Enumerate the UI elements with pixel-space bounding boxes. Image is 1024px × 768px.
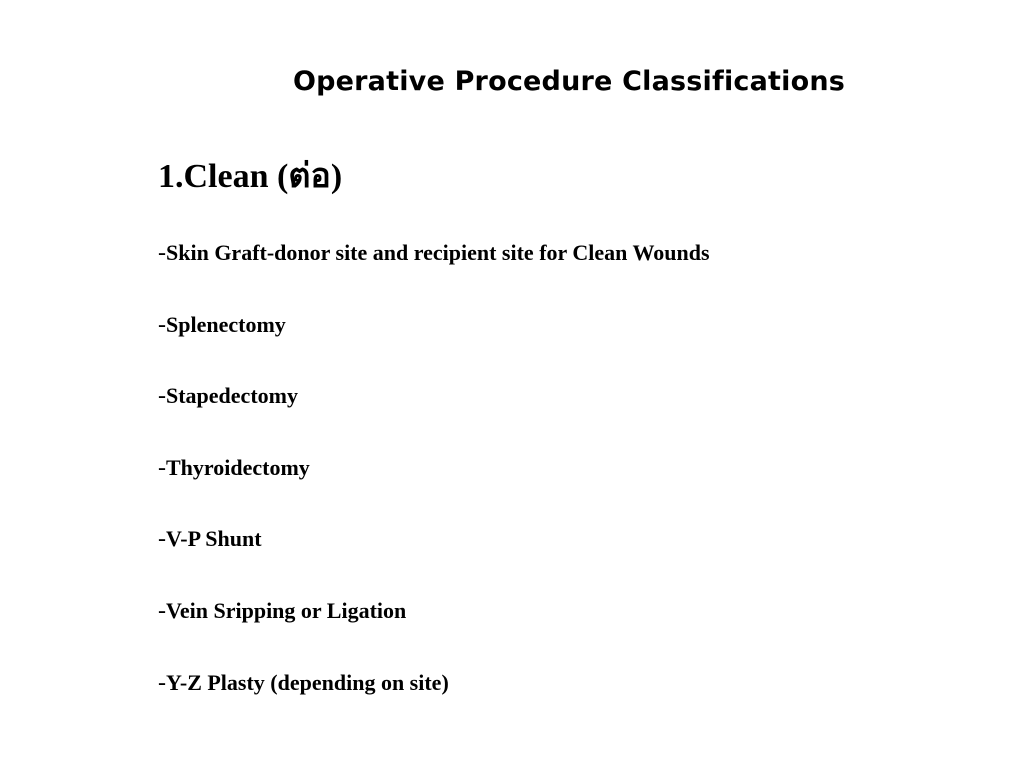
bullet-dash: - <box>158 526 166 553</box>
list-item <box>158 453 710 525</box>
slide-title: Operative Procedure Classifications <box>292 66 846 97</box>
bullet-dash: - <box>158 240 166 266</box>
list-item-text: Stapedectomy <box>166 383 298 409</box>
bullet-dash: - <box>158 597 166 624</box>
bullet-dash: - <box>158 383 166 410</box>
list-item-text: Skin Graft-donor site and recipient site for Clean Wounds <box>166 240 710 265</box>
list-item <box>158 238 710 310</box>
section-heading: 1.Clean (ต่อ) <box>158 158 343 195</box>
list-item-text: Y-Z Plasty (depending on site) <box>166 669 449 695</box>
list-item-text: V-P Shunt <box>166 526 262 552</box>
list-item <box>158 524 710 596</box>
list-item <box>158 381 710 453</box>
bullet-dash: - <box>158 311 166 338</box>
list-item <box>158 596 710 668</box>
list-item <box>158 668 710 740</box>
list-item-text: Splenectomy <box>166 311 286 337</box>
list-item-text: Vein Sripping or Ligation <box>166 597 407 623</box>
procedure-list <box>158 238 710 739</box>
bullet-dash: - <box>158 454 166 481</box>
bullet-dash: - <box>158 669 166 696</box>
list-item-text: Thyroidectomy <box>166 454 310 480</box>
list-item <box>158 310 710 382</box>
